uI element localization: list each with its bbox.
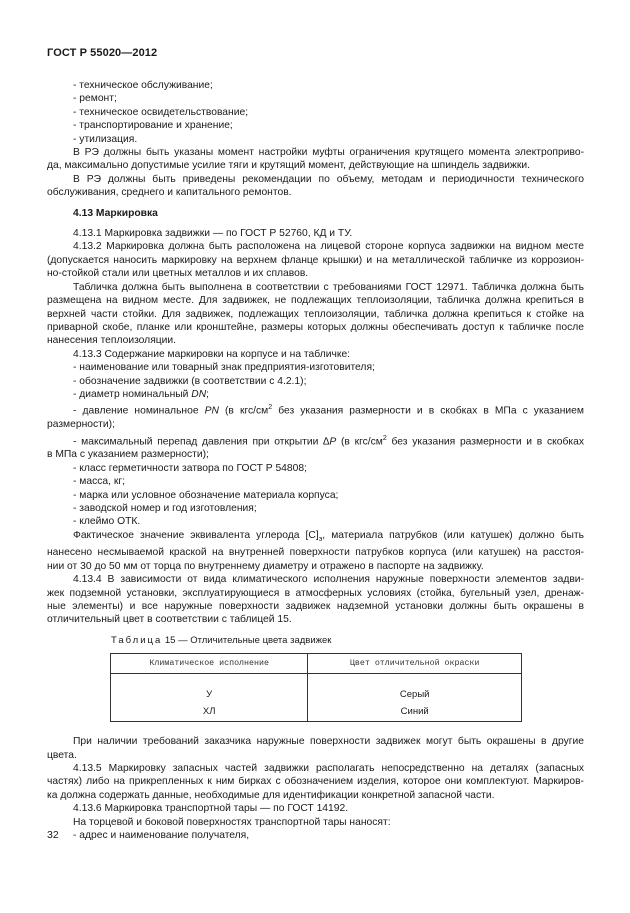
- paragraph-line: нии от 30 до 50 мм от торца по внутреннему диаметру и отражено в паспорте на задвижку.: [47, 560, 484, 572]
- paragraph-line: 4.13.2 Маркировка должна быть расположена на лицевой стороне корпуса задвижки на видном месте: [73, 241, 584, 253]
- paragraph-line: На торцевой и боковой поверхностях транспортной тары наносят:: [73, 816, 391, 828]
- paragraph-line: (допускается наносить маркировку на верхнем фланце крышки) и на металлической табличке из коррозион-: [47, 254, 584, 266]
- paragraph-line: нанесено несмываемой краской на внутренней поверхности патрубков корпуса (или катушек) на расстоя-: [47, 547, 584, 559]
- table-row: [111, 702, 522, 722]
- paragraph-line: В РЭ должны быть приведены рекомендации по объему, методам и периодичности технического: [73, 173, 584, 185]
- paragraph-line: жек подземной установки, эксплуатирующиеся в атмосферных условиях (стойка, бугельный узел, дренаж-: [47, 587, 584, 599]
- paragraph-line: 4.13.6 Маркировка транспортной тары — по ГОСТ 14192.: [73, 803, 349, 815]
- paragraph-line: приварной скобе, планке или кронштейне, размеры которых должны обеспечивать доступ к табличке после: [47, 321, 584, 333]
- paragraph-line: частях) либо на прикрепленных к ним бирках с обозначением изделия, которое они комплектуют. Маркиров-: [47, 776, 584, 788]
- section-title: 4.13 Маркировка: [73, 207, 158, 219]
- paragraph-line: обслуживания, среднего и капитального ремонтов.: [47, 187, 292, 199]
- table-cell: Синий: [308, 702, 522, 722]
- paragraph-line: нанесения теплоизоляции.: [47, 335, 177, 347]
- paragraph-line: в МПа с указанием размерности);: [47, 449, 209, 461]
- table-header-cell: Цвет отличительной окраски: [308, 654, 522, 674]
- table-cell: У: [111, 674, 308, 703]
- paragraph-line: отличительный цвет в соответствии с таблицей 15.: [47, 614, 292, 626]
- list-item: - масса, кг;: [73, 476, 125, 488]
- paragraph-line: В РЭ должны быть указаны момент настройки муфты ограничения крутящего момента электроприво-: [73, 147, 584, 159]
- list-item: - заводской номер и год изготовления;: [73, 503, 257, 515]
- paragraph-line: При наличии требований заказчика наружные поверхности задвижек могут быть окрашены в другие: [73, 736, 584, 748]
- paragraph-line: Фактическое значение эквивалента углерода $[C]_э$, материала патрубков (или катушек) должно быть: [73, 529, 584, 543]
- document-body: [47, 79, 584, 842]
- list-item: - ремонт;: [73, 93, 117, 105]
- paragraph-line: Табличка должна быть выполнена в соответствии с требованиями ГОСТ 12971. Табличка должна быть: [73, 281, 584, 293]
- list-item: - диаметр номинальный DN;: [73, 388, 210, 400]
- paragraph-line: цвета.: [47, 749, 77, 761]
- standard-header: ГОСТ Р 55020—2012: [47, 47, 158, 59]
- colors-table: [110, 653, 522, 722]
- list-item: - максимальный перепад давления при открытии ∆P (в кгс/$см^2$ без указания размерности и в скобках: [73, 434, 584, 447]
- paragraph-line: 4.13.4 В зависимости от вида климатического исполнения наружные поверхности элементов задви-: [73, 574, 584, 586]
- paragraph-line: ка должна содержать данные, необходимые для идентификации конкретной запасной части.: [47, 789, 495, 801]
- list-item: - техническое обслуживание;: [73, 80, 213, 91]
- paragraph-line: размещена на видном месте. Для задвижек, не подлежащих теплоизоляции, табличка должна крепиться в: [47, 295, 584, 307]
- paragraph-line: да, максимально допустимые усилие тяги и крутящий момент, действующие на шпиндель задвижки.: [47, 160, 530, 172]
- list-item: - транспортирование и хранение;: [73, 120, 233, 132]
- list-item: - утилизация.: [73, 133, 138, 145]
- list-item: - техническое освидетельствование;: [73, 106, 249, 118]
- page-number: 32: [47, 829, 59, 841]
- paragraph-line: 4.13.1 Маркировка задвижки — по ГОСТ Р 52760, КД и ТУ.: [73, 228, 353, 240]
- paragraph-line: ные элементы) и все наружные поверхности задвижек надземной установки должны быть окрашены в: [47, 600, 584, 612]
- paragraph-line: верхней части стойки. Для задвижек, подлежащих теплоизоляции, табличка должна крепиться к стойке на: [47, 308, 584, 320]
- table-header-cell: Климатическое исполнение: [111, 654, 308, 674]
- list-item: - обозначение задвижки (в соответствии с 4.2.1);: [73, 375, 307, 387]
- list-item: - адрес и наименование получателя,: [73, 829, 250, 841]
- table-row: [111, 674, 522, 703]
- table-cell: Серый: [308, 674, 522, 703]
- table-caption: Таблица 15 — Отличительные цвета задвижек: [111, 634, 332, 646]
- paragraph-line: размерности);: [47, 419, 115, 431]
- list-item: - марка или условное обозначение материала корпуса;: [73, 489, 339, 501]
- list-item: - наименование или товарный знак предприятия-изготовителя;: [73, 362, 375, 374]
- table-cell: ХЛ: [111, 702, 308, 722]
- paragraph-line: 4.13.5 Маркировку запасных частей задвижки располагать непосредственно на деталях (запасных: [73, 762, 584, 774]
- list-item: - давление номинальное PN (в кгс/$см^2$ без указания размерности и в скобках в МПа с указанием: [73, 404, 584, 417]
- list-item: - класс герметичности затвора по ГОСТ Р 54808;: [73, 462, 307, 474]
- list-item: - клеймо ОТК.: [73, 516, 141, 528]
- paragraph-line: но-стойкой стали или цветных металлов и их сплавов.: [47, 268, 309, 280]
- paragraph-line: 4.13.3 Содержание маркировки на корпусе и на табличке:: [73, 348, 351, 360]
